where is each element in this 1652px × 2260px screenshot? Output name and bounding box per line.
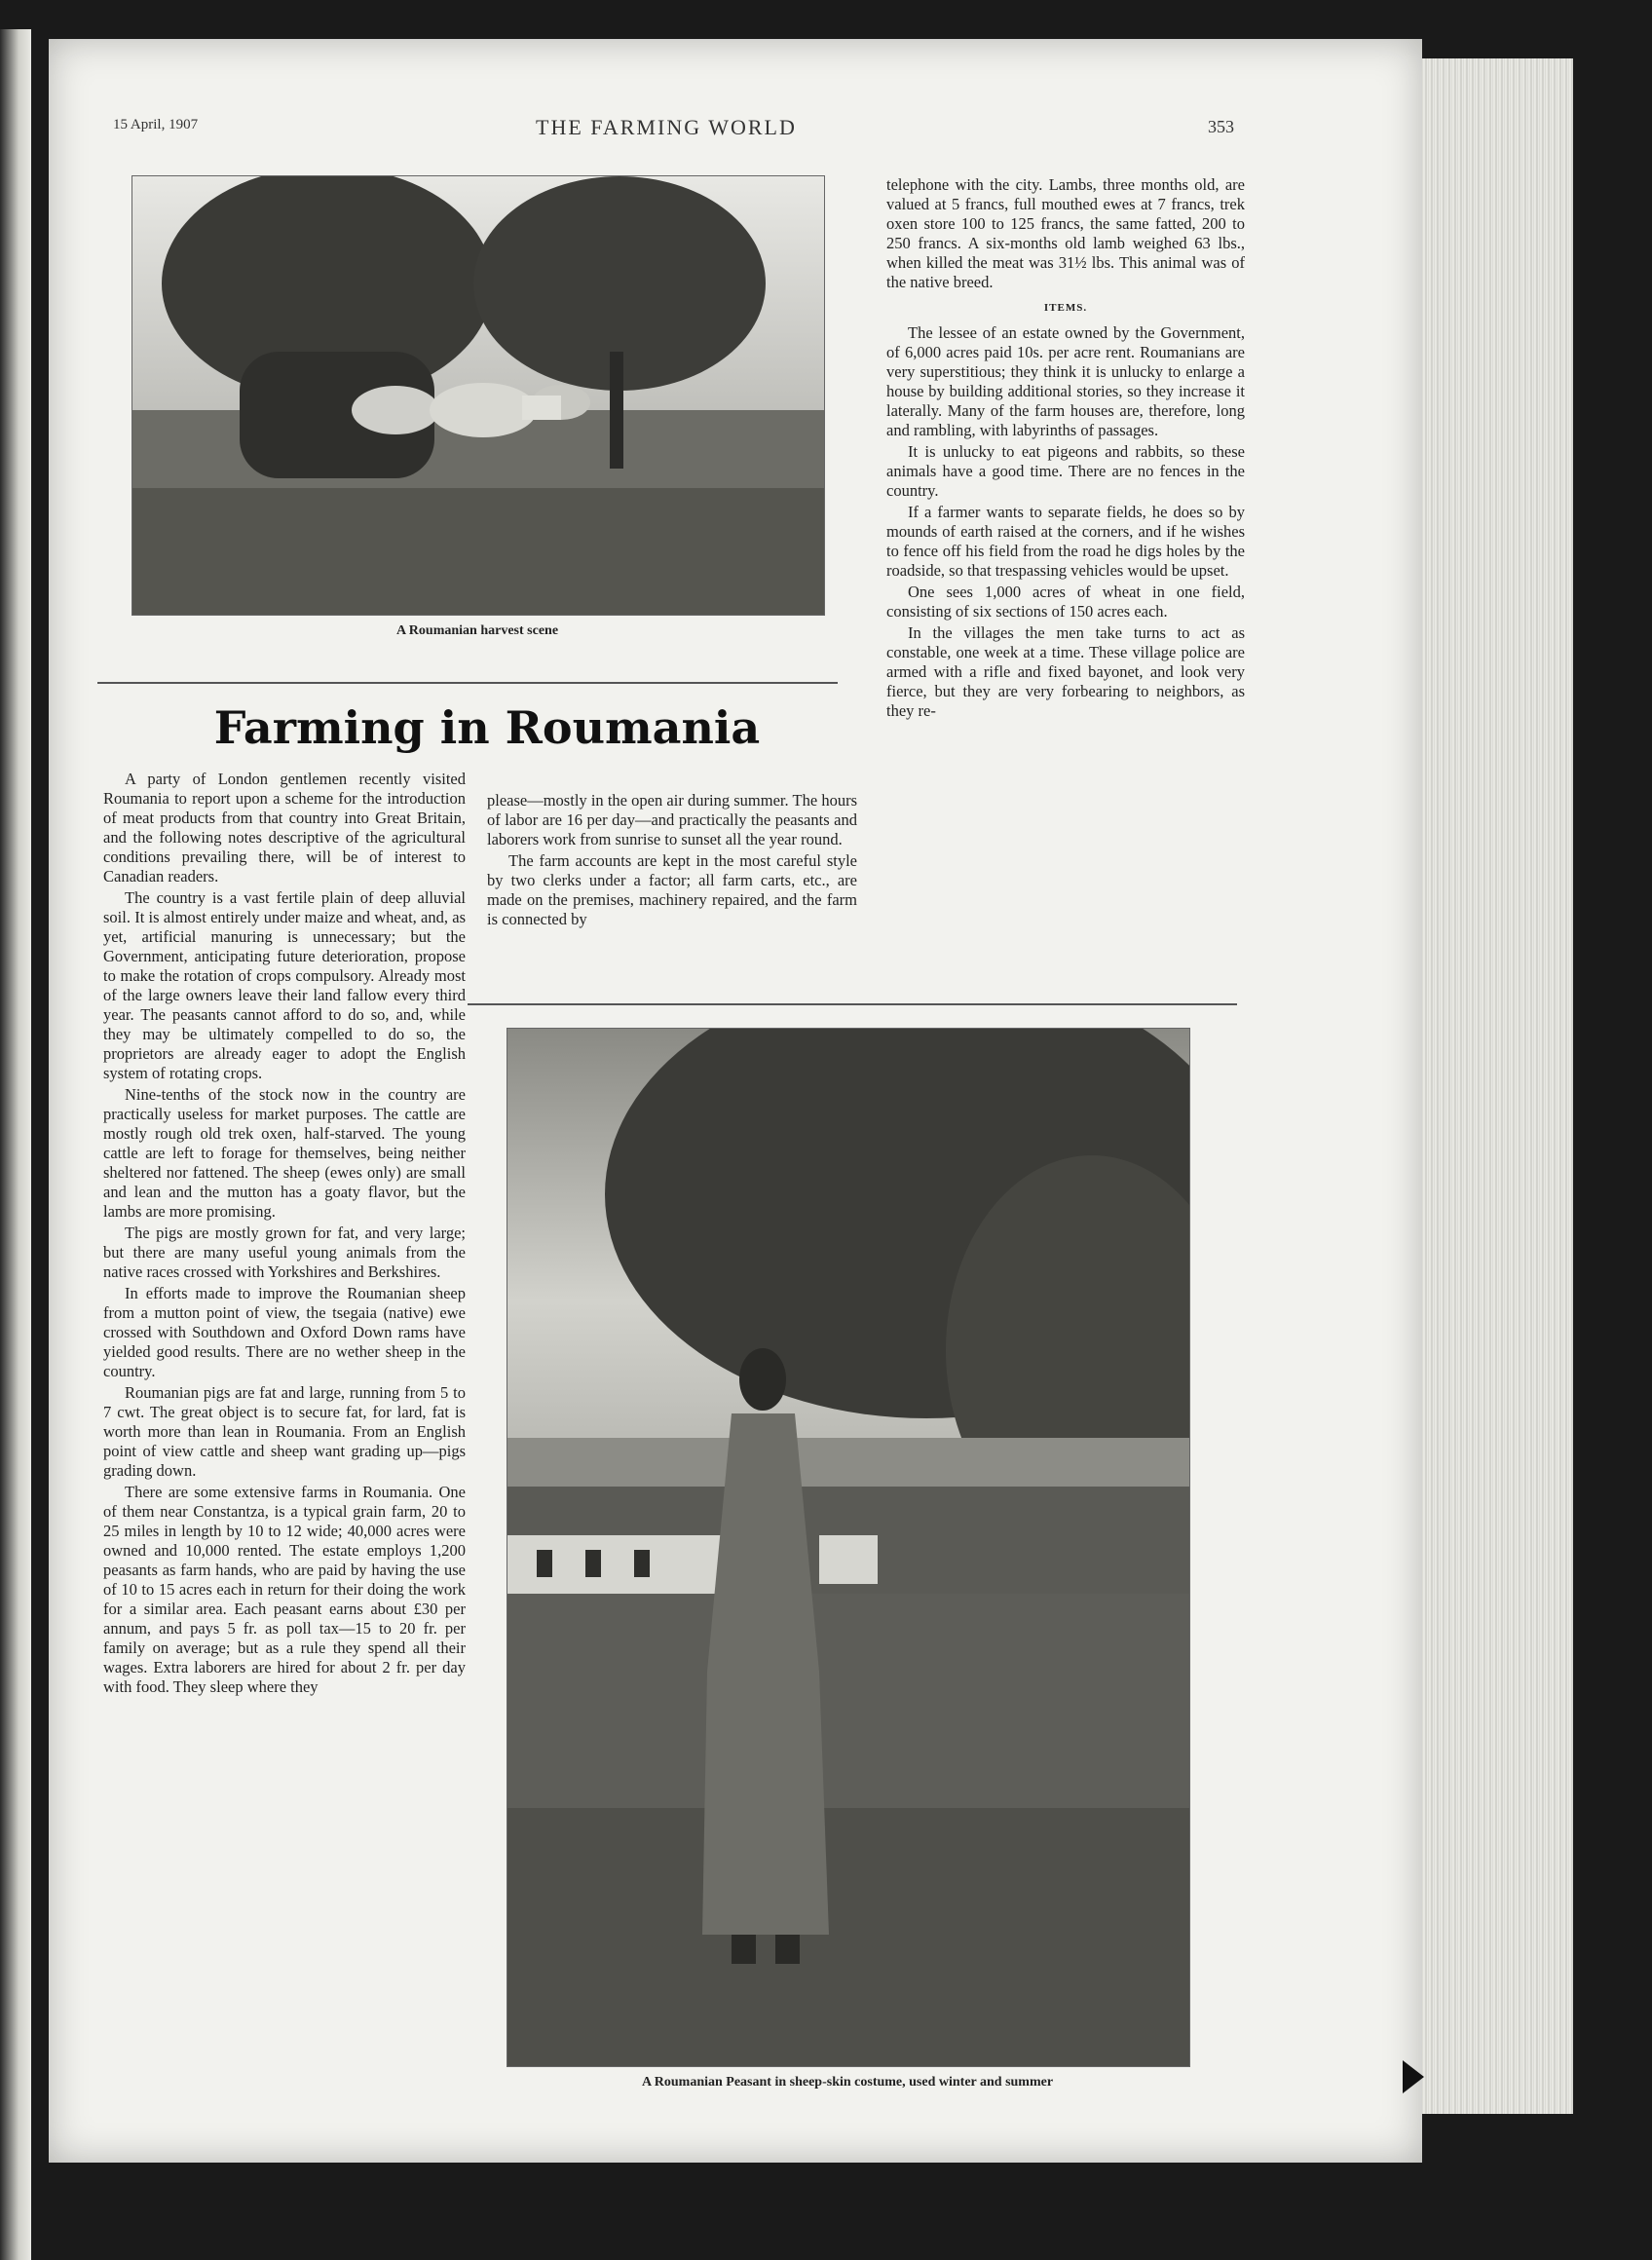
harvest-scene-photo: [131, 175, 825, 616]
paragraph: please—mostly in the open air during summer. The hours of labor are 16 per day—and practically the peasants and laborers work from sunrise to sunset all the year round.: [487, 791, 857, 848]
publication-title: THE FARMING WORLD: [536, 115, 797, 139]
article-headline: Farming in Roumania: [213, 701, 761, 754]
paragraph: In efforts made to improve the Roumanian sheep from a mutton point of view, the tsegaia (native) ewe crossed with Southdown and Oxford Down rams have yielded good results. There are no wether sheep in the country.: [103, 1284, 466, 1380]
harvest-photo-caption: A Roumanian harvest scene: [395, 623, 559, 638]
paragraph: If a farmer wants to separate fields, he does so by mounds of earth raised at the corners, and if he wishes to fence off his field from the road he digs holes by the roadside, so that trespassing vehicles would be upset.: [886, 503, 1245, 580]
article-column-1: [103, 770, 466, 1699]
section-divider: [468, 1003, 1237, 1005]
paragraph: telephone with the city. Lambs, three months old, are valued at 5 francs, full mouthed ewes at 7 francs, trek oxen store 100 to 125 francs, the same fatted, 200 to 250 francs. A six-months old lamb weighed 63 lbs., when killed the meat was 31½ lbs. This animal was of the native breed.: [886, 175, 1245, 291]
paragraph: The country is a vast fertile plain of deep alluvial soil. It is almost entirely under maize and wheat, and, as yet, artificial manuring is unnecessary; but the Government, anticipating future deterioration, propose to make the rotation of crops compulsory. Already most of the large owners leave their land fallow every third year. The peasants cannot afford to do so, and, while they may be ultimately compelled to do so, the proprietors are already eager to adopt the English system of rotating crops.: [103, 888, 466, 1082]
page-number: 353: [1208, 117, 1234, 136]
paragraph: The lessee of an estate owned by the Government, of 6,000 acres paid 10s. per acre rent. Roumanians are very superstitious; they think it is unlucky to enlarge a house by building additional stories, so they increase it laterally. Many of the farm houses are, therefore, long and rambling, with labyrinths of passages.: [886, 323, 1245, 439]
paragraph: The pigs are mostly grown for fat, and very large; but there are many useful young animals from the native races crossed with Yorkshires and Berkshires.: [103, 1224, 466, 1281]
paragraph: In the villages the men take turns to act as constable, one week at a time. These village police are armed with a rifle and fixed bayonet, and look very fierce, but they are very forbearing to neighbors, as they re-: [886, 623, 1245, 720]
article-column-3: [886, 175, 1245, 723]
paragraph: The farm accounts are kept in the most careful style by two clerks under a factor; all farm carts, etc., are made on the premises, machinery repaired, and the farm is connected by: [487, 851, 857, 928]
paragraph: A party of London gentlemen recently visited Roumania to report upon a scheme for the introduction of meat products from that country into Great Britain, and the following notes descriptive of the agricultural conditions prevailing there, will be of interest to Canadian readers.: [103, 770, 466, 885]
triangle-marker-icon: [1403, 2060, 1424, 2093]
items-heading: ITEMS.: [1043, 302, 1088, 314]
page-stack: [1422, 58, 1573, 2114]
peasant-photo-caption: A Roumanian Peasant in sheep-skin costume, used winter and summer: [641, 2075, 1054, 2090]
peasant-illustration: [507, 1029, 1189, 2066]
left-page-edge: [0, 29, 31, 2260]
section-divider: [97, 682, 838, 684]
paragraph: One sees 1,000 acres of wheat in one field, consisting of six sections of 150 acres each.: [886, 583, 1245, 621]
harvest-scene-illustration: [132, 176, 824, 615]
paragraph: There are some extensive farms in Roumania. One of them near Constantza, is a typical grain farm, 20 to 25 miles in length by 10 to 12 wide; 40,000 acres were owned and 10,000 rented. The estate employs 1,200 peasants as farm hands, who are paid by having the use of 10 to 15 acres each in return for their doing the work for a similar area. Each peasant earns about £30 per annum, and pays 5 fr. as poll tax—15 to 20 fr. per family on average; but as a rule they spend all their wages. Extra laborers are hired for about 2 fr. per day with food. They sleep where they: [103, 1483, 466, 1696]
article-column-2: [487, 791, 857, 931]
paragraph: Roumanian pigs are fat and large, running from 5 to 7 cwt. The great object is to secure fat, for lard, fat is worth more than lean in Roumania. From an English point of view cattle and sheep want grading up—pigs grading down.: [103, 1383, 466, 1480]
paragraph: It is unlucky to eat pigeons and rabbits, so these animals have a good time. There are no fences in the country.: [886, 442, 1245, 500]
peasant-photo: [507, 1028, 1190, 2067]
issue-date: 15 April, 1907: [113, 117, 199, 132]
paragraph: Nine-tenths of the stock now in the country are practically useless for market purposes. The cattle are mostly rough old trek oxen, half-starved. The young cattle are left to forage for themselves, being neither sheltered nor fattened. The sheep (ewes only) are small and lean and the mutton has a goaty flavor, but the lambs are more promising.: [103, 1085, 466, 1221]
